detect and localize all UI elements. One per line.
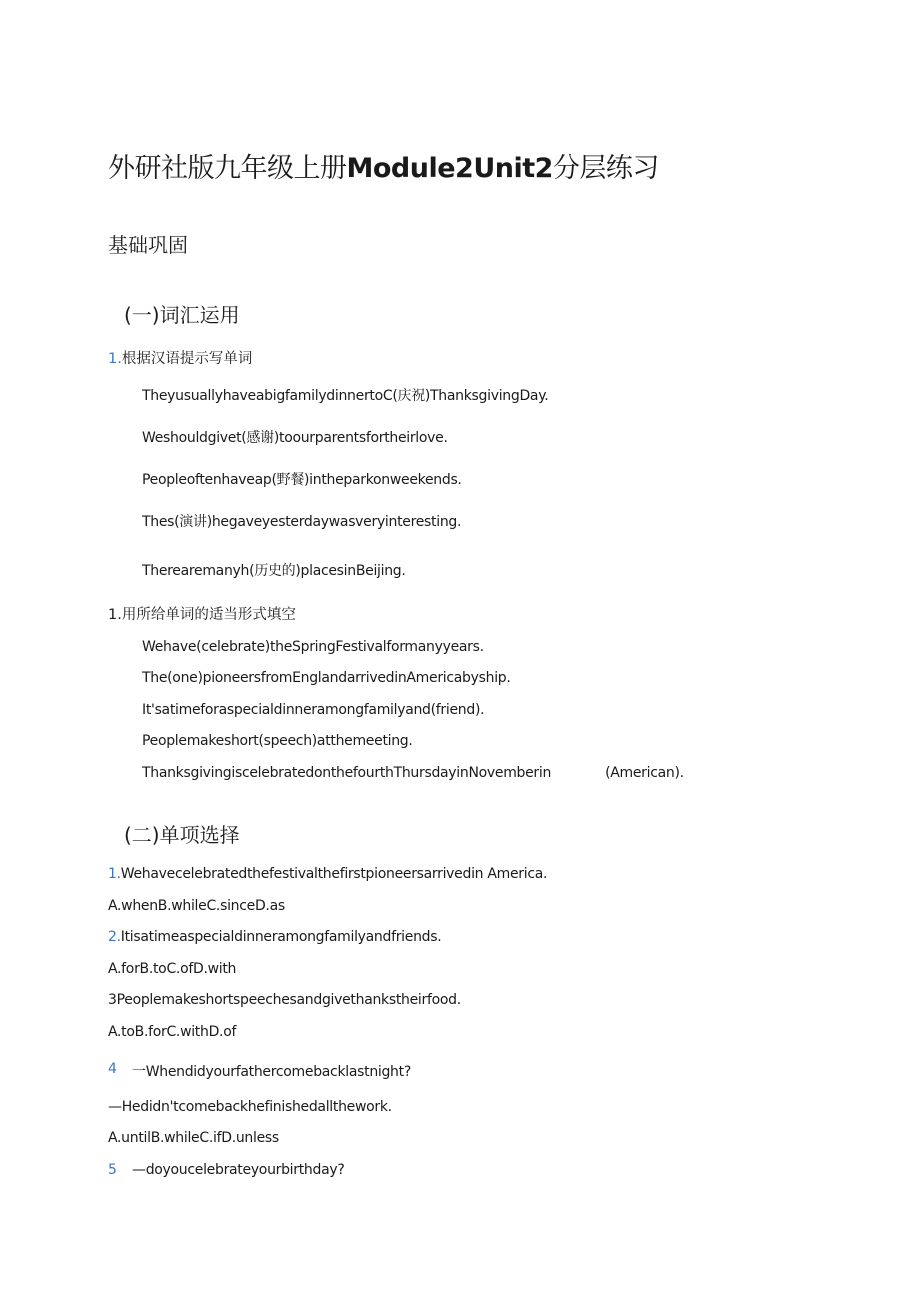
- part2-heading: (二)单项选择: [124, 823, 240, 847]
- instruction-text: 根据汉语提示写单词: [121, 351, 253, 367]
- question-number: 2.: [108, 929, 121, 945]
- question-number: 1.: [108, 351, 122, 367]
- document-title: [108, 146, 659, 185]
- vocab-item: Thes(演讲)hegaveyesterdaywasveryinteresting.: [142, 514, 462, 530]
- vocab-item: Therearemanyh(历史的)placesinBeijing.: [142, 563, 406, 579]
- question-number: 1.: [108, 866, 121, 882]
- mc-options: A.untilB.whileC.ifD.unless: [108, 1130, 279, 1146]
- vocab-item: Peopleoftenhaveap(野餐)intheparkonweekends.: [142, 472, 462, 488]
- vocab-item: TheyusuallyhaveabigfamilydinnertoC(庆祝)ThanksgivingDay.: [142, 388, 549, 404]
- question-number: 5: [108, 1162, 117, 1178]
- mc-options: A.forB.toC.ofD.with: [108, 961, 237, 977]
- form-item: It'satimeforaspecialdinneramongfamilyand(friend).: [142, 702, 485, 718]
- title-prefix: 外研社版九年级上册: [108, 153, 347, 184]
- form-item: Peoplemakeshort(speech)atthemeeting.: [142, 733, 413, 749]
- mc-question: [108, 929, 441, 945]
- question-number: 4: [108, 1061, 117, 1077]
- title-suffix: 分层练习: [552, 153, 659, 184]
- form-item: [142, 765, 684, 781]
- mc-options: A.whenB.whileC.sinceD.as: [108, 898, 285, 914]
- part1-heading: (一)词汇运用: [124, 303, 240, 327]
- title-unit: Module2Unit2: [346, 153, 553, 184]
- mc-question: 一Whendidyourfathercomebacklastnight?: [132, 1064, 411, 1080]
- vocab-item: Weshouldgivet(感谢)toourparentsfortheirlove.: [142, 430, 448, 446]
- part1-q1-instruction: [108, 347, 252, 368]
- mc-options: A.toB.forC.withD.of: [108, 1024, 237, 1040]
- section-heading: 基础巩固: [108, 233, 188, 257]
- part1-q2-instruction: 1.用所给单词的适当形式填空: [108, 607, 296, 623]
- mc-question: —doyoucelebrateyourbirthday?: [132, 1162, 345, 1178]
- form-item-text: ThanksgivingiscelebratedonthefourthThursdayinNovemberin: [142, 765, 552, 781]
- form-item-hint: (American).: [605, 765, 684, 781]
- question-text: Wehavecelebratedthefestivalthefirstpioneersarrivedin America.: [120, 866, 548, 882]
- form-item: The(one)pioneersfromEnglandarrivedinAmericabyship.: [142, 670, 511, 686]
- mc-question: 3Peoplemakeshortspeechesandgivethankstheirfood.: [108, 992, 461, 1008]
- form-item: Wehave(celebrate)theSpringFestivalformanyyears.: [142, 639, 484, 655]
- mc-question: [108, 866, 547, 882]
- question-text: Itisatimeaspecialdinneramongfamilyandfriends.: [120, 929, 442, 945]
- mc-reply: —Hedidn'tcomebackhefinishedallthework.: [108, 1099, 392, 1115]
